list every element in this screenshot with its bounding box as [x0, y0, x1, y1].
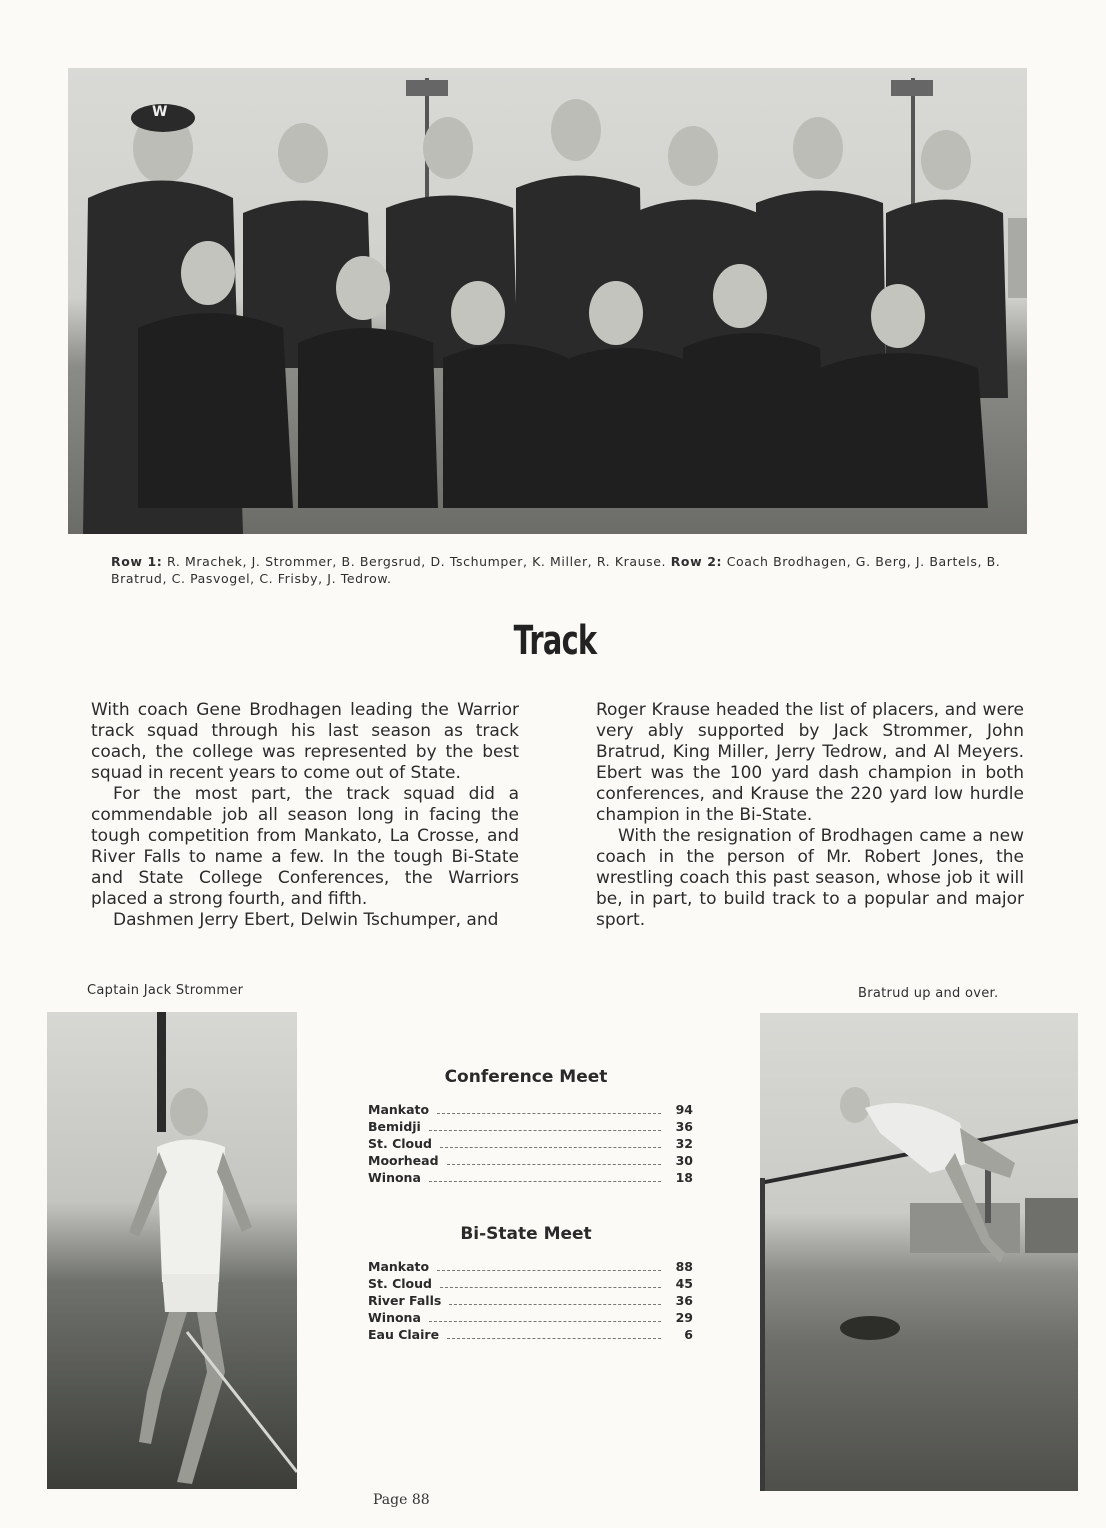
result-score: 29	[675, 1310, 693, 1325]
result-score: 88	[675, 1259, 693, 1274]
caption-row2-label: Row 2:	[670, 554, 723, 569]
runner-leg	[139, 1312, 187, 1444]
jumper-head	[840, 1087, 870, 1123]
jump-standard	[760, 1178, 765, 1491]
building	[910, 1203, 1020, 1253]
body-paragraph: With the resignation of Brodhagen came a new coach in the person of Mr. Robert Jones, the wrestling coach this past season, whose job it will be, in part, to build track to a popular and major sport.	[596, 826, 1024, 930]
landing-pit-object	[840, 1316, 900, 1340]
runner-leg	[177, 1312, 225, 1484]
result-row	[368, 1276, 693, 1293]
result-score: 32	[675, 1136, 693, 1151]
team-photo-illustration	[68, 68, 1027, 534]
runner-shorts	[162, 1274, 219, 1312]
page-number: Page 88	[373, 1492, 430, 1508]
result-row	[368, 1293, 693, 1310]
cap-letter: W	[152, 104, 168, 120]
result-row	[368, 1310, 693, 1327]
result-row	[368, 1170, 693, 1187]
result-team: Mankato	[368, 1259, 430, 1274]
runner-head	[170, 1088, 208, 1136]
result-row	[368, 1102, 693, 1119]
building	[1008, 218, 1027, 298]
body-paragraph: With coach Gene Brodhagen leading the Warrior track squad through his last season as track coach, the college was represented by the best squad in recent years to come out of State.	[91, 700, 519, 783]
dotted-leader	[437, 1112, 661, 1114]
body-column-right	[596, 700, 1024, 931]
photo-caption-left: Captain Jack Strommer	[87, 983, 244, 998]
result-row	[368, 1136, 693, 1153]
result-row	[368, 1153, 693, 1170]
dotted-leader	[429, 1129, 661, 1131]
body-column-left	[91, 700, 519, 931]
dotted-leader	[440, 1146, 661, 1148]
conference-meet-results	[368, 1102, 693, 1187]
body-paragraph: Roger Krause headed the list of placers, and were very ably supported by Jack Strommer, John Bratrud, King Miller, Jerry Tedrow, and Al Meyers. Ebert was the 100 yard dash champion in both conferences, and Krause the 220 yard low hurdle champion in the Bi-State.	[596, 700, 1024, 825]
result-row	[368, 1259, 693, 1276]
dotted-leader	[447, 1163, 661, 1165]
result-team: Moorhead	[368, 1153, 439, 1168]
result-team: Winona	[368, 1310, 421, 1325]
dotted-leader	[437, 1269, 661, 1271]
result-team: River Falls	[368, 1293, 442, 1308]
runner-photo	[47, 1012, 297, 1489]
building	[1025, 1198, 1078, 1253]
body-paragraph: For the most part, the track squad did a commendable job all season long in facing the tough competition from Mankato, La Crosse, and River Falls to name a few. In the tough Bi-State and State College Conferences, the Warriors placed a strong fourth, and fifth.	[91, 784, 519, 909]
dotted-leader	[440, 1286, 661, 1288]
dotted-leader	[449, 1303, 661, 1305]
caption-row1-label: Row 1:	[111, 554, 163, 569]
result-team: Winona	[368, 1170, 421, 1185]
result-score: 36	[675, 1119, 693, 1134]
result-row	[368, 1327, 693, 1344]
caption-row1-names: R. Mrachek, J. Strommer, B. Bergsrud, D. Tschumper, K. Miller, R. Krause.	[167, 554, 667, 569]
caption-row2-names: Coach Brodhagen, G. Berg, J. Bartels, B. Bratrud, C. Pasvogel, C. Frisby, J. Tedrow.	[111, 554, 1001, 586]
result-score: 94	[675, 1102, 693, 1117]
dotted-leader	[447, 1337, 661, 1339]
high-jump-photo	[760, 1013, 1078, 1491]
dotted-leader	[429, 1320, 661, 1322]
bistate-meet-results	[368, 1259, 693, 1344]
chimney	[985, 1163, 991, 1223]
result-score: 18	[675, 1170, 693, 1185]
result-score: 36	[675, 1293, 693, 1308]
high-jump-illustration	[760, 1013, 1078, 1491]
dotted-leader	[429, 1180, 661, 1182]
result-score: 6	[684, 1327, 693, 1342]
runner-shirt	[157, 1140, 225, 1283]
result-score: 45	[675, 1276, 693, 1291]
team-photo	[68, 68, 1027, 534]
team-photo-caption	[111, 553, 1015, 587]
result-team: St. Cloud	[368, 1136, 432, 1151]
body-paragraph: Dashmen Jerry Ebert, Delwin Tschumper, and	[113, 910, 499, 930]
light-fixture	[891, 80, 933, 96]
light-fixture	[406, 80, 448, 96]
photo-caption-right: Bratrud up and over.	[858, 986, 999, 1001]
bistate-meet-title: Bi-State Meet	[460, 1224, 592, 1244]
result-team: Mankato	[368, 1102, 430, 1117]
pole	[157, 1012, 166, 1132]
result-team: St. Cloud	[368, 1276, 432, 1291]
result-team: Eau Claire	[368, 1327, 440, 1342]
conference-meet-title: Conference Meet	[444, 1067, 608, 1087]
page-title: Track	[513, 618, 597, 664]
runner-photo-illustration	[47, 1012, 297, 1489]
result-score: 30	[675, 1153, 693, 1168]
result-row	[368, 1119, 693, 1136]
result-team: Bemidji	[368, 1119, 421, 1134]
